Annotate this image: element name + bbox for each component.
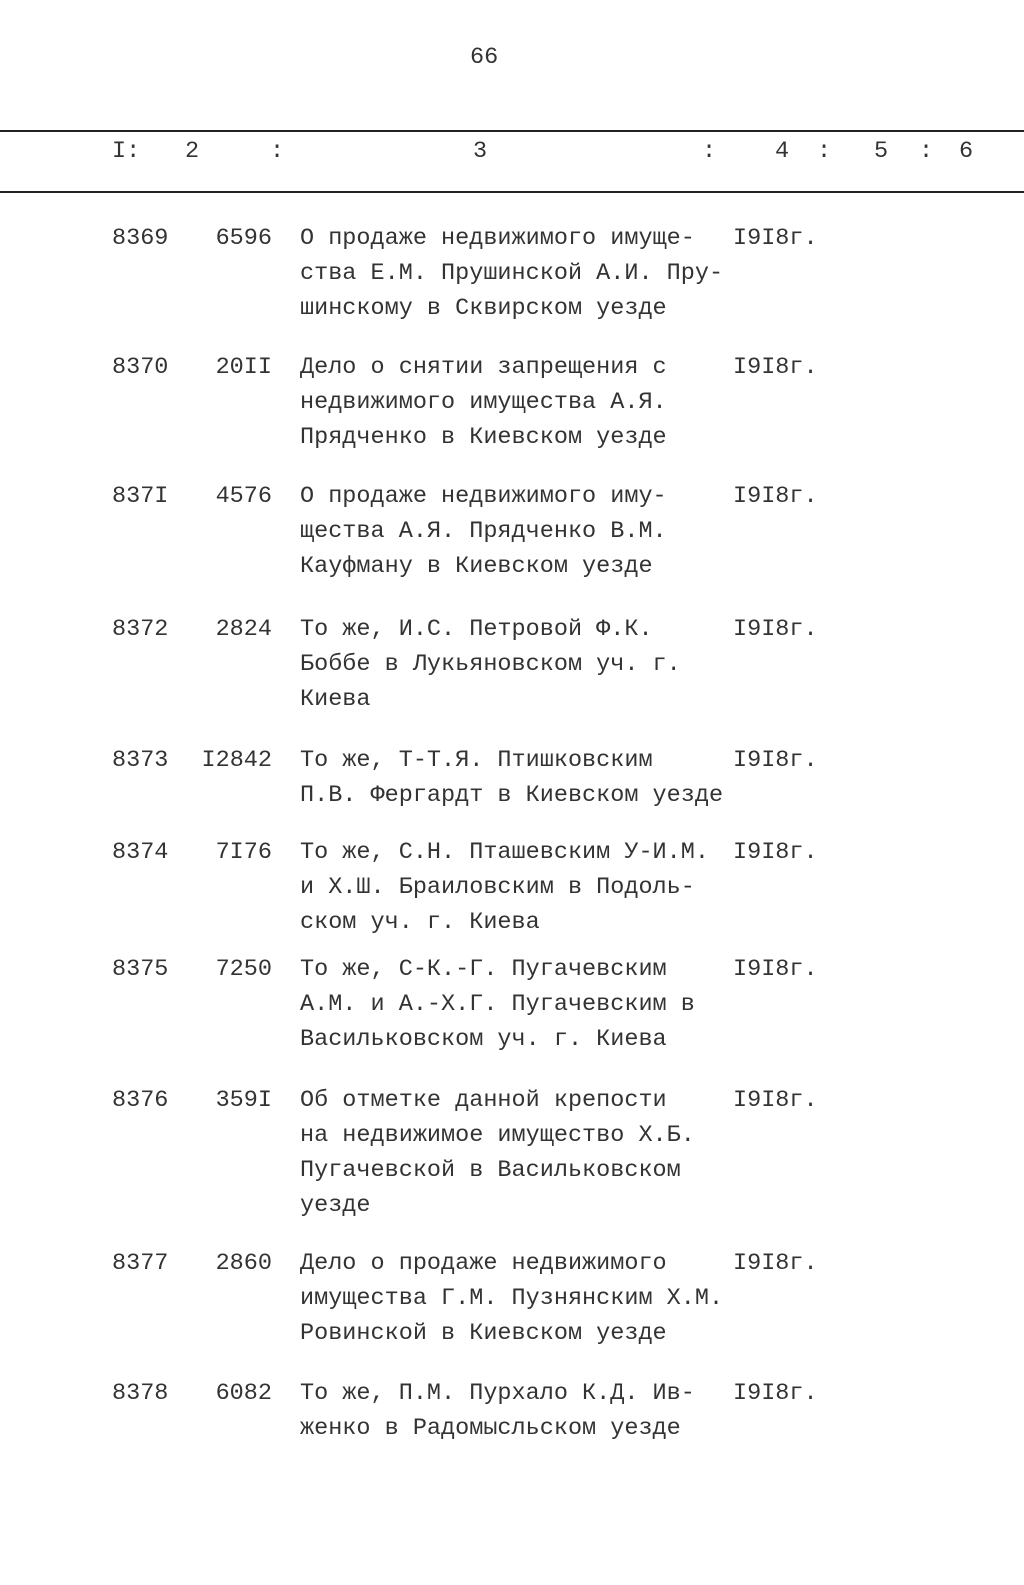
- description-line: О продаже недвижимого иму-: [300, 483, 667, 510]
- archive-number: 7250: [215, 956, 272, 983]
- item-year: I9I8г.: [733, 1087, 818, 1114]
- item-year: I9I8г.: [733, 1380, 818, 1407]
- archive-number: 6082: [215, 1380, 272, 1407]
- item-description: [300, 1083, 695, 1223]
- col-6-label: 6: [959, 138, 974, 165]
- item-description: [300, 612, 681, 717]
- item-year: I9I8г.: [733, 839, 818, 866]
- col-separator: :: [270, 138, 285, 165]
- item-year: I9I8г.: [733, 225, 818, 252]
- item-year: I9I8г.: [733, 1250, 818, 1277]
- description-line: ства Е.М. Прушинской А.И. Пру-: [300, 260, 724, 287]
- item-number: 8375: [112, 956, 169, 983]
- description-line: женко в Радомысльском уезде: [300, 1415, 681, 1442]
- header-top-rule: [0, 130, 1024, 132]
- description-line: Ровинской в Киевском уезде: [300, 1320, 667, 1347]
- description-line: шинскому в Сквирском уезде: [300, 295, 667, 322]
- description-line: То же, С.Н. Пташевским У-И.М.: [300, 839, 709, 866]
- description-line: Пугачевской в Васильковском: [300, 1157, 681, 1184]
- item-number: 8372: [112, 616, 169, 643]
- description-line: ском уч. г. Киева: [300, 909, 540, 936]
- description-line: Боббе в Лукьяновском уч. г.: [300, 651, 681, 678]
- description-line: П.В. Фергардт в Киевском уезде: [300, 782, 724, 809]
- item-number: 8370: [112, 354, 169, 381]
- item-description: [300, 479, 667, 584]
- item-number: 8376: [112, 1087, 169, 1114]
- item-description: [300, 743, 723, 813]
- archive-number: 4576: [215, 483, 272, 510]
- item-number: 8378: [112, 1380, 169, 1407]
- col-2-label: 2: [185, 138, 200, 165]
- archive-number: 7I76: [215, 839, 272, 866]
- description-line: недвижимого имущества А.Я.: [300, 389, 667, 416]
- archive-number: 2824: [215, 616, 272, 643]
- item-year: I9I8г.: [733, 483, 818, 510]
- item-description: [300, 221, 723, 326]
- description-line: То же, С-К.-Г. Пугачевским: [300, 956, 667, 983]
- description-line: То же, И.С. Петровой Ф.К.: [300, 616, 653, 643]
- description-line: То же, П.М. Пурхало К.Д. Ив-: [300, 1380, 695, 1407]
- description-line: Прядченко в Киевском уезде: [300, 424, 667, 451]
- item-year: I9I8г.: [733, 354, 818, 381]
- description-line: уезде: [300, 1192, 371, 1219]
- archive-number: 20II: [215, 354, 272, 381]
- item-description: [300, 835, 709, 940]
- description-line: Васильковском уч. г. Киева: [300, 1026, 667, 1053]
- description-line: Кауфману в Киевском уезде: [300, 553, 653, 580]
- col-4-label: 4: [775, 138, 790, 165]
- col-3-label: 3: [473, 138, 488, 165]
- item-year: I9I8г.: [733, 747, 818, 774]
- description-line: Дело о снятии запрещения с: [300, 354, 667, 381]
- item-description: [300, 952, 695, 1057]
- description-line: и Х.Ш. Браиловским в Подоль-: [300, 874, 695, 901]
- description-line: Об отметке данной крепости: [300, 1087, 667, 1114]
- description-line: То же, Т-Т.Я. Птишковским: [300, 747, 653, 774]
- page-number: 66: [470, 44, 499, 71]
- item-year: I9I8г.: [733, 616, 818, 643]
- col-1-label: I:: [112, 138, 141, 165]
- item-number: 8373: [112, 747, 169, 774]
- item-number: 8377: [112, 1250, 169, 1277]
- archive-number: 6596: [215, 225, 272, 252]
- archive-number: I2842: [201, 747, 272, 774]
- archive-number: 2860: [215, 1250, 272, 1277]
- item-number: 837I: [112, 483, 169, 510]
- item-description: [300, 1376, 695, 1446]
- item-year: I9I8г.: [733, 956, 818, 983]
- description-line: А.М. и А.-Х.Г. Пугачевским в: [300, 991, 695, 1018]
- item-number: 8369: [112, 225, 169, 252]
- description-line: на недвижимое имущество Х.Б.: [300, 1122, 695, 1149]
- description-line: щества А.Я. Прядченко В.М.: [300, 518, 667, 545]
- description-line: Киева: [300, 686, 371, 713]
- col-separator: :: [919, 138, 934, 165]
- archive-number: 359I: [215, 1087, 272, 1114]
- description-line: О продаже недвижимого имуще-: [300, 225, 695, 252]
- header-bottom-rule: [0, 191, 1024, 193]
- col-separator: :: [702, 138, 717, 165]
- col-5-label: 5: [874, 138, 889, 165]
- description-line: Дело о продаже недвижимого: [300, 1250, 667, 1277]
- item-description: [300, 350, 667, 455]
- item-description: [300, 1246, 723, 1351]
- col-separator: :: [817, 138, 832, 165]
- item-number: 8374: [112, 839, 169, 866]
- description-line: имущества Г.М. Пузнянским Х.М.: [300, 1285, 724, 1312]
